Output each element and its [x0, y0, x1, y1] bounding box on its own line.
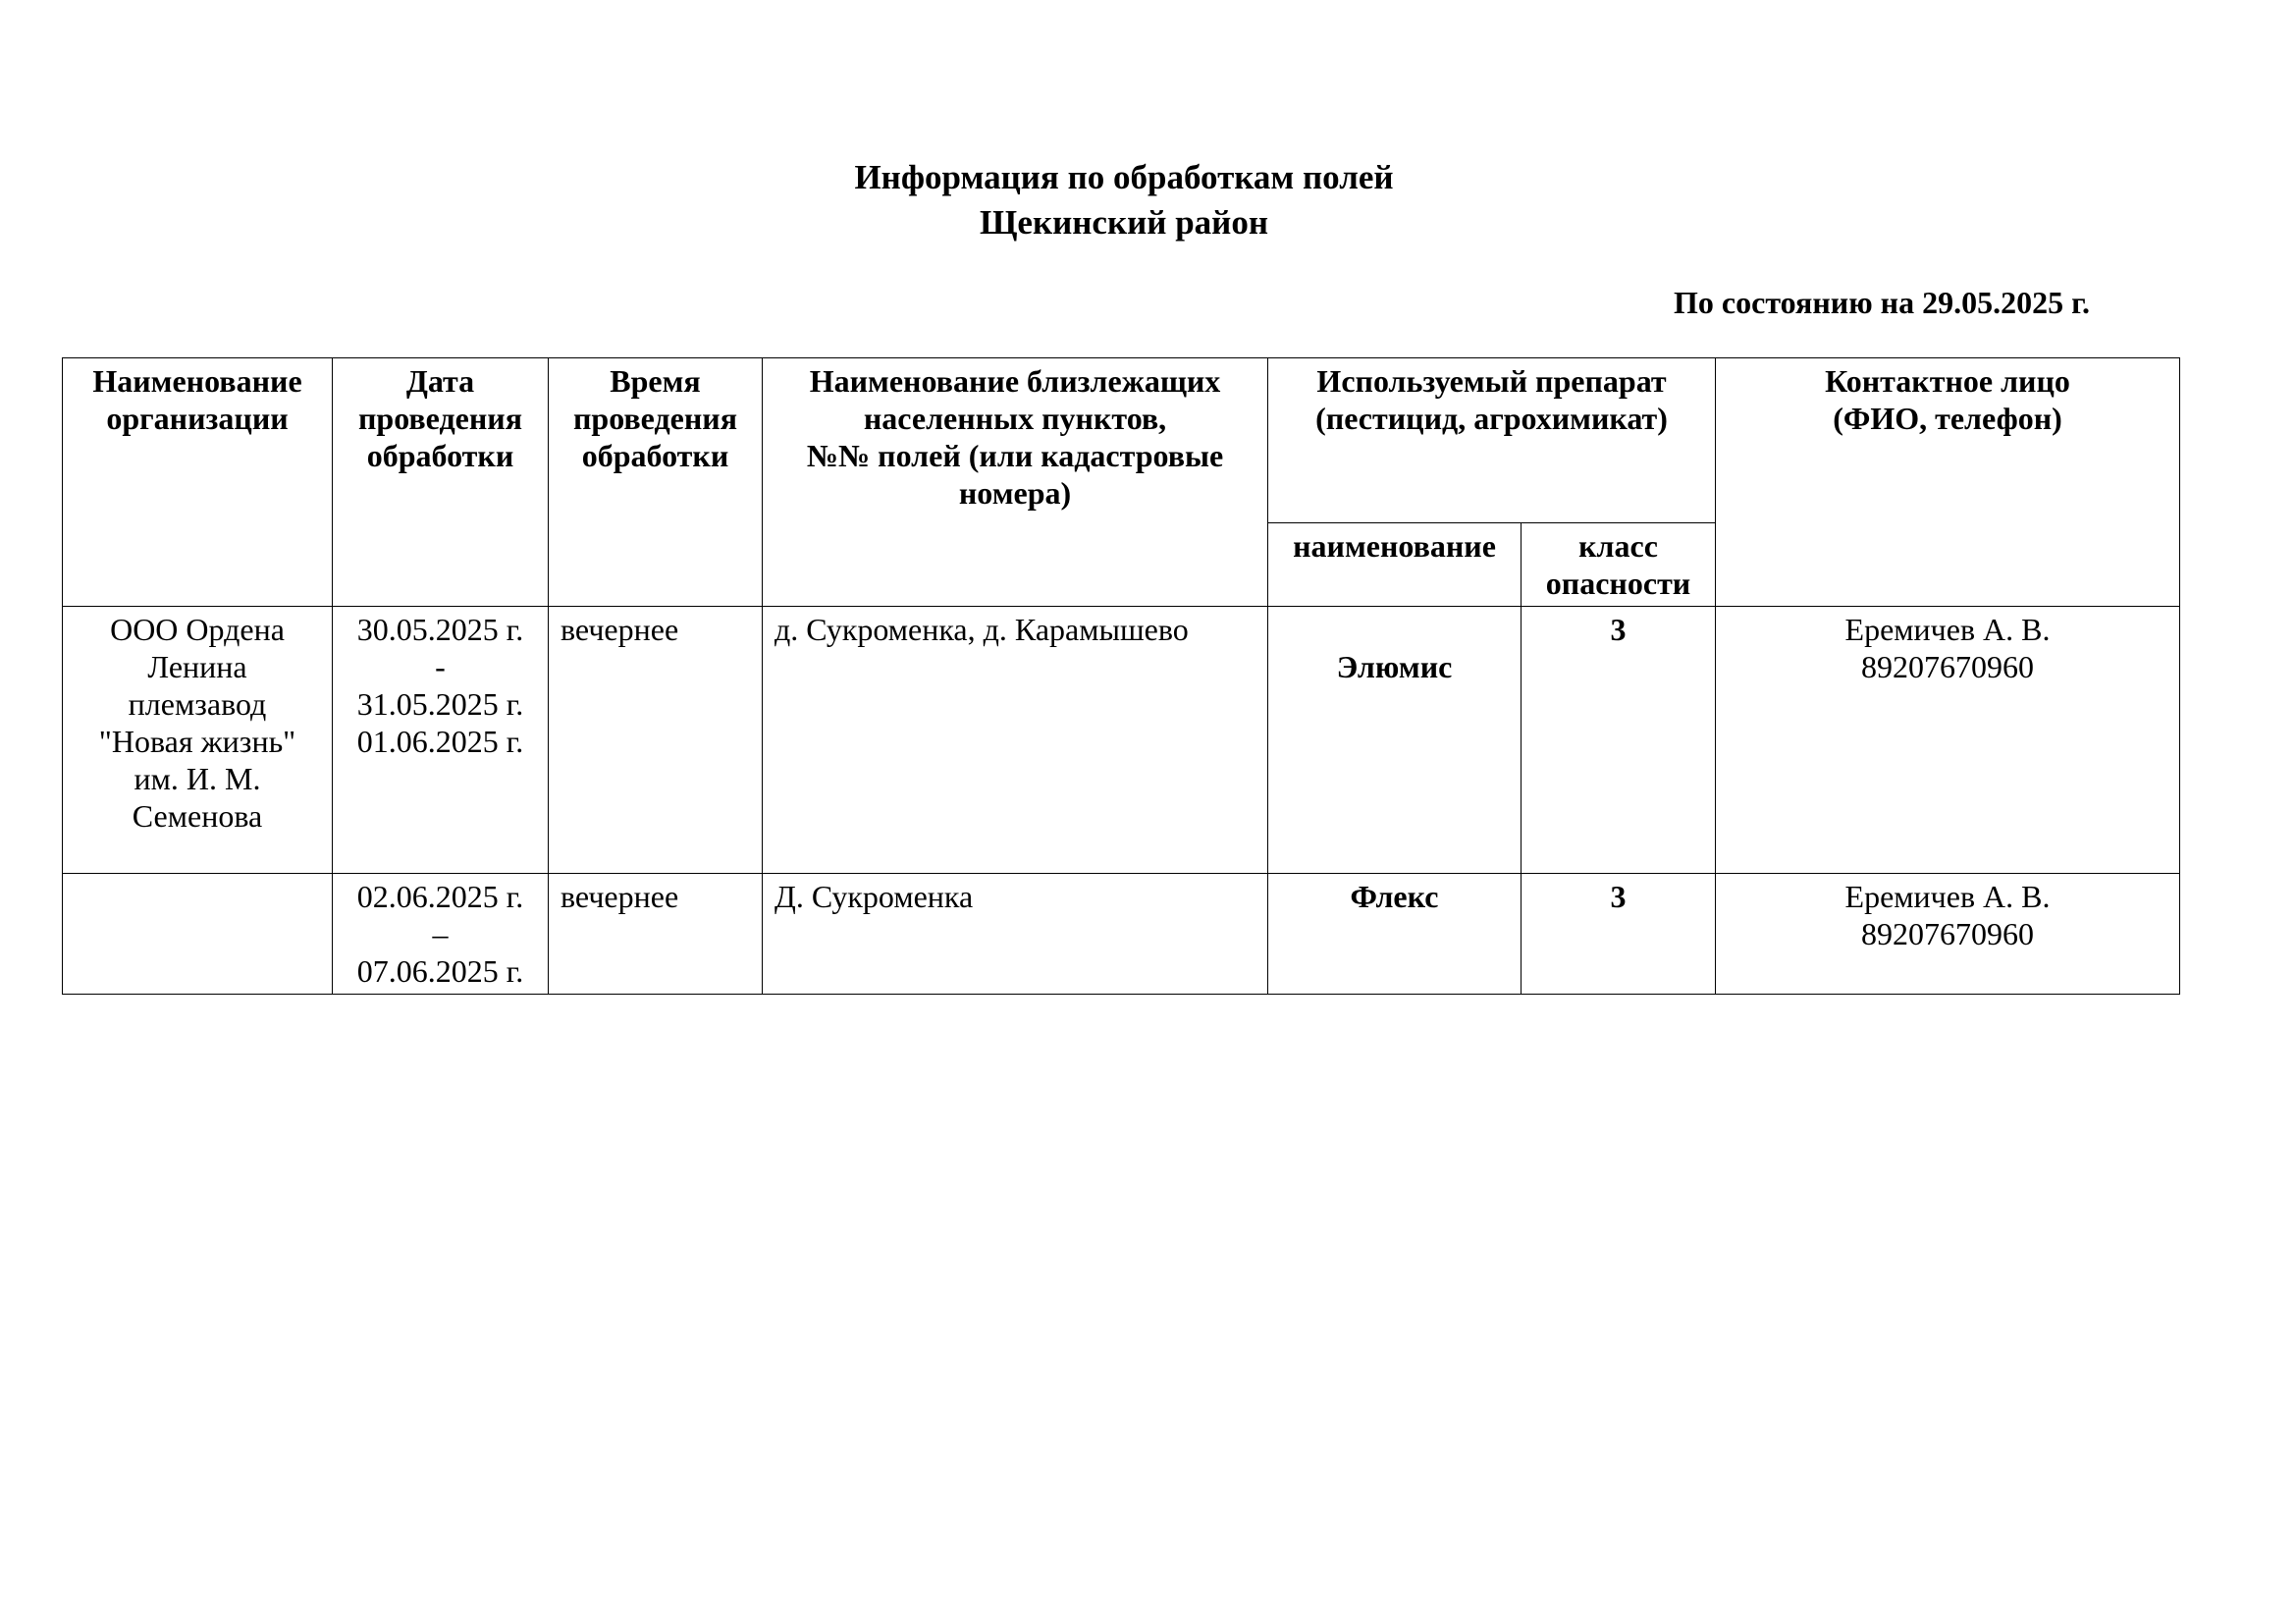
date-line: – — [432, 916, 449, 951]
date-line: 01.06.2025 г. — [356, 724, 524, 759]
cell-prep-name: Флекс — [1268, 874, 1522, 995]
contact-name: Еремичев А. В. — [1844, 879, 2051, 914]
title-line-2: Щекинский район — [979, 203, 1269, 242]
col-header-time: Время проведения обработки — [549, 358, 763, 607]
status-date: По состоянию на 29.05.2025 г. — [1674, 285, 2090, 320]
title-line-1: Информация по обработкам полей — [854, 158, 1394, 196]
cell-time: вечернее — [549, 874, 763, 995]
cell-locations: д. Сукроменка, д. Карамышево — [763, 607, 1268, 874]
contact-phone: 89207670960 — [1861, 916, 2035, 951]
col-header-org: Наименование организации — [63, 358, 333, 607]
header-row — [63, 358, 2180, 523]
col-header-date: Дата проведения обработки — [333, 358, 549, 607]
contact-phone: 89207670960 — [1861, 649, 2035, 684]
col-header-contact-line2: (ФИО, телефон) — [1833, 401, 2062, 436]
cell-prep-class: 3 — [1522, 874, 1716, 995]
document-title — [0, 155, 2248, 245]
cell-prep-name: Элюмис — [1268, 607, 1522, 874]
org-line: им. И. М. — [133, 761, 261, 796]
cell-contact — [1716, 874, 2180, 995]
col-header-locations-line2: №№ полей (или кадастровые номера) — [806, 438, 1224, 511]
col-header-prep-class: класс опасности — [1522, 523, 1716, 607]
cell-locations: Д. Сукроменка — [763, 874, 1268, 995]
col-header-locations-line1: Наименование близлежащих населенных пунктов, — [809, 363, 1221, 436]
col-header-prep-name: наименование — [1268, 523, 1522, 607]
cell-contact — [1716, 607, 2180, 874]
cell-org — [63, 874, 333, 995]
date-line: - — [435, 649, 446, 684]
org-line: Ленина — [147, 649, 247, 684]
table-row — [63, 607, 2180, 874]
org-line: Семенова — [132, 798, 263, 834]
col-header-preparation: Используемый препарат (пестицид, агрохимикат) — [1268, 358, 1716, 523]
col-header-contact — [1716, 358, 2180, 607]
date-line: 07.06.2025 г. — [356, 953, 524, 989]
date-line: 31.05.2025 г. — [356, 686, 524, 722]
org-line: ООО Ордена — [110, 612, 285, 647]
date-line: 02.06.2025 г. — [356, 879, 524, 914]
cell-prep-class: 3 — [1522, 607, 1716, 874]
table-row — [63, 874, 2180, 995]
cell-time: вечернее — [549, 607, 763, 874]
cell-org — [63, 607, 333, 874]
cell-date — [333, 607, 549, 874]
org-line: "Новая жизнь" — [98, 724, 296, 759]
col-header-locations — [763, 358, 1268, 607]
contact-name: Еремичев А. В. — [1844, 612, 2051, 647]
cell-date — [333, 874, 549, 995]
treatments-table — [62, 357, 2180, 995]
org-line: племзавод — [128, 686, 267, 722]
date-line: 30.05.2025 г. — [356, 612, 524, 647]
col-header-contact-line1: Контактное лицо — [1825, 363, 2070, 399]
